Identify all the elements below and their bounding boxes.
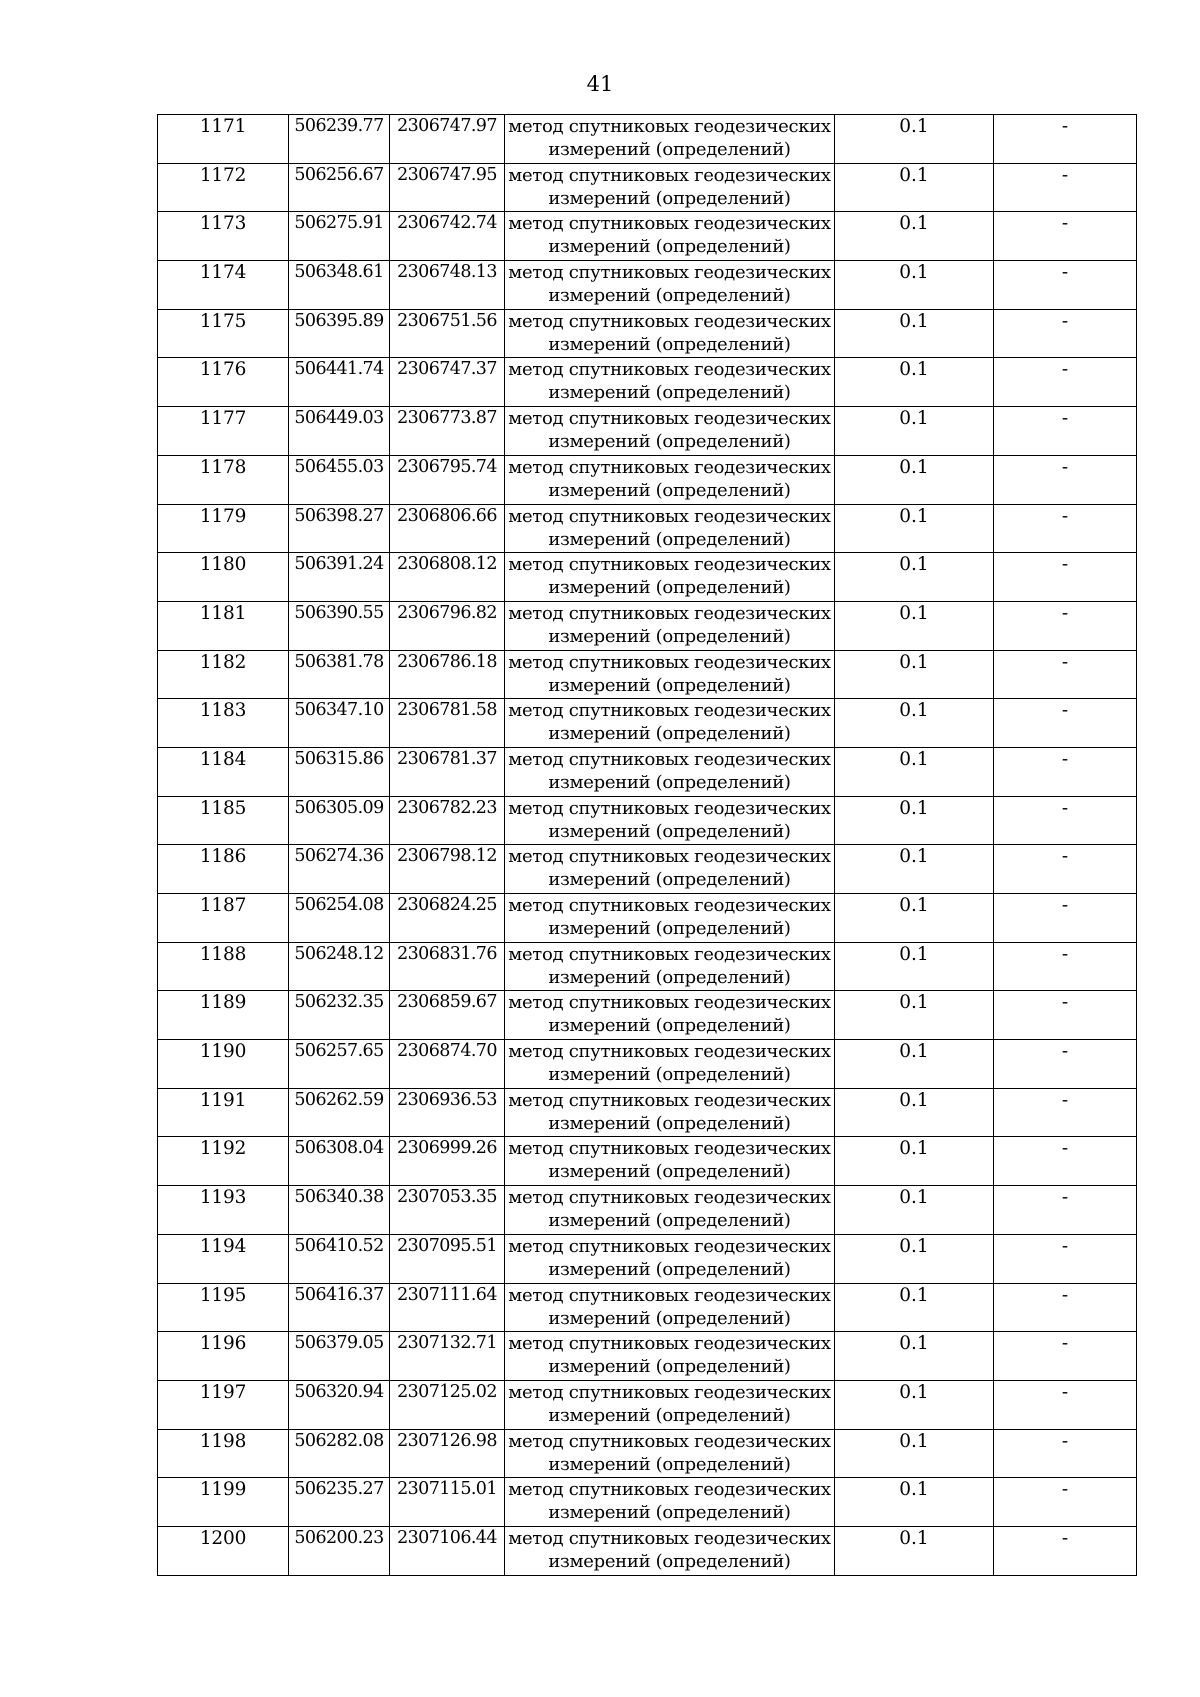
note-value: - xyxy=(994,1526,1137,1575)
accuracy-value: 0.1 xyxy=(835,845,994,894)
point-number: 1199 xyxy=(158,1478,289,1527)
method-cell xyxy=(505,553,835,602)
coordinate-x: 506282.08 xyxy=(289,1429,390,1478)
note-value: - xyxy=(994,942,1137,991)
note-value: - xyxy=(994,1137,1137,1186)
note-value: - xyxy=(994,212,1137,261)
point-number: 1183 xyxy=(158,699,289,748)
accuracy-value: 0.1 xyxy=(835,504,994,553)
method-cell xyxy=(505,1478,835,1527)
method-line-2: измерений (определений) xyxy=(548,187,791,209)
method-cell xyxy=(505,601,835,650)
coordinate-y: 2307095.51 xyxy=(390,1234,505,1283)
method-cell xyxy=(505,650,835,699)
point-number: 1192 xyxy=(158,1137,289,1186)
coordinate-x: 506232.35 xyxy=(289,991,390,1040)
point-number: 1194 xyxy=(158,1234,289,1283)
point-number: 1173 xyxy=(158,212,289,261)
table-row xyxy=(158,261,1137,310)
accuracy-value: 0.1 xyxy=(835,163,994,212)
coordinate-y: 2306999.26 xyxy=(390,1137,505,1186)
table-row xyxy=(158,894,1137,943)
point-number: 1190 xyxy=(158,1040,289,1089)
method-line-1: метод спутниковых геодезических xyxy=(508,213,831,235)
method-line-1: метод спутниковых геодезических xyxy=(508,408,831,430)
method-line-2: измерений (определений) xyxy=(548,820,791,842)
coordinate-y: 2306748.13 xyxy=(390,261,505,310)
coordinate-x: 506381.78 xyxy=(289,650,390,699)
point-number: 1178 xyxy=(158,455,289,504)
accuracy-value: 0.1 xyxy=(835,553,994,602)
coordinate-x: 506254.08 xyxy=(289,894,390,943)
method-line-2: измерений (определений) xyxy=(548,1550,791,1572)
method-line-2: измерений (определений) xyxy=(548,674,791,696)
method-line-2: измерений (определений) xyxy=(548,431,791,453)
accuracy-value: 0.1 xyxy=(835,1380,994,1429)
point-number: 1175 xyxy=(158,309,289,358)
note-value: - xyxy=(994,1478,1137,1527)
method-line-2: измерений (определений) xyxy=(548,382,791,404)
coordinate-y: 2307125.02 xyxy=(390,1380,505,1429)
method-line-2: измерений (определений) xyxy=(548,1015,791,1037)
table-row xyxy=(158,1332,1137,1381)
coordinate-y: 2307115.01 xyxy=(390,1478,505,1527)
method-line-1: метод спутниковых геодезических xyxy=(508,895,831,916)
coordinate-x: 506239.77 xyxy=(289,115,390,164)
method-line-1: метод спутниковых геодезических xyxy=(508,164,831,186)
table-row xyxy=(158,212,1137,261)
coordinate-x: 506320.94 xyxy=(289,1380,390,1429)
method-cell xyxy=(505,1380,835,1429)
point-number: 1186 xyxy=(158,845,289,894)
coordinate-y: 2306798.12 xyxy=(390,845,505,894)
table-row xyxy=(158,1137,1137,1186)
point-number: 1195 xyxy=(158,1283,289,1332)
table-row xyxy=(158,163,1137,212)
coordinate-x: 506256.67 xyxy=(289,163,390,212)
method-cell xyxy=(505,212,835,261)
coordinate-x: 506391.24 xyxy=(289,553,390,602)
coordinate-x: 506248.12 xyxy=(289,942,390,991)
method-line-2: измерений (определений) xyxy=(548,285,791,307)
method-cell xyxy=(505,504,835,553)
accuracy-value: 0.1 xyxy=(835,261,994,310)
point-number: 1177 xyxy=(158,407,289,456)
method-line-1: метод спутниковых геодезических xyxy=(508,992,831,1014)
coordinate-x: 506348.61 xyxy=(289,261,390,310)
accuracy-value: 0.1 xyxy=(835,650,994,699)
accuracy-value: 0.1 xyxy=(835,1429,994,1478)
coordinate-x: 506398.27 xyxy=(289,504,390,553)
method-line-2: измерений (определений) xyxy=(548,1112,791,1134)
coordinate-x: 506200.23 xyxy=(289,1526,390,1575)
coordinate-x: 506340.38 xyxy=(289,1186,390,1235)
method-line-2: измерений (определений) xyxy=(548,918,791,939)
coordinate-x: 506305.09 xyxy=(289,796,390,845)
note-value: - xyxy=(994,1283,1137,1332)
note-value: - xyxy=(994,1380,1137,1429)
note-value: - xyxy=(994,747,1137,796)
method-cell xyxy=(505,1137,835,1186)
table-row xyxy=(158,455,1137,504)
coordinate-x: 506379.05 xyxy=(289,1332,390,1381)
table-row xyxy=(158,407,1137,456)
method-cell xyxy=(505,455,835,504)
method-line-2: измерений (определений) xyxy=(548,1502,791,1524)
table-row xyxy=(158,747,1137,796)
point-number: 1198 xyxy=(158,1429,289,1478)
method-cell xyxy=(505,1234,835,1283)
method-line-1: метод спутниковых геодезических xyxy=(508,456,831,478)
method-line-1: метод спутниковых геодезических xyxy=(508,797,831,819)
page-number: 41 xyxy=(586,72,614,96)
method-cell xyxy=(505,1526,835,1575)
table-row xyxy=(158,115,1137,164)
accuracy-value: 0.1 xyxy=(835,1137,994,1186)
point-number: 1172 xyxy=(158,163,289,212)
note-value: - xyxy=(994,601,1137,650)
coordinate-x: 506347.10 xyxy=(289,699,390,748)
coordinate-y: 2306936.53 xyxy=(390,1088,505,1137)
table-row xyxy=(158,1088,1137,1137)
point-number: 1176 xyxy=(158,358,289,407)
point-number: 1189 xyxy=(158,991,289,1040)
note-value: - xyxy=(994,1429,1137,1478)
coordinate-y: 2307053.35 xyxy=(390,1186,505,1235)
table-row xyxy=(158,1380,1137,1429)
method-line-1: метод спутниковых геодезических xyxy=(508,748,831,770)
coordinate-y: 2306806.66 xyxy=(390,504,505,553)
method-line-1: метод спутниковых геодезических xyxy=(508,1089,831,1111)
coordinate-x: 506441.74 xyxy=(289,358,390,407)
coordinate-x: 506410.52 xyxy=(289,1234,390,1283)
method-line-2: измерений (определений) xyxy=(548,1404,791,1426)
table-row xyxy=(158,1040,1137,1089)
note-value: - xyxy=(994,650,1137,699)
accuracy-value: 0.1 xyxy=(835,747,994,796)
method-line-2: измерений (определений) xyxy=(548,1453,791,1475)
note-value: - xyxy=(994,796,1137,845)
coordinate-x: 506235.27 xyxy=(289,1478,390,1527)
method-line-1: метод спутниковых геодезических xyxy=(508,1235,831,1257)
note-value: - xyxy=(994,309,1137,358)
table-row xyxy=(158,699,1137,748)
point-number: 1197 xyxy=(158,1380,289,1429)
method-cell xyxy=(505,163,835,212)
table-row xyxy=(158,1186,1137,1235)
coordinate-y: 2306751.56 xyxy=(390,309,505,358)
method-cell xyxy=(505,747,835,796)
point-number: 1174 xyxy=(158,261,289,310)
note-value: - xyxy=(994,261,1137,310)
coordinate-y: 2306824.25 xyxy=(390,894,505,943)
method-cell xyxy=(505,894,835,943)
method-line-1: метод спутниковых геодезических xyxy=(508,1187,831,1209)
accuracy-value: 0.1 xyxy=(835,601,994,650)
method-line-1: метод спутниковых геодезических xyxy=(508,943,831,965)
note-value: - xyxy=(994,1186,1137,1235)
method-line-1: метод спутниковых геодезических xyxy=(508,310,831,332)
method-cell xyxy=(505,261,835,310)
point-number: 1180 xyxy=(158,553,289,602)
coordinate-y: 2306781.58 xyxy=(390,699,505,748)
method-line-2: измерений (определений) xyxy=(548,528,791,550)
method-line-2: измерений (определений) xyxy=(548,333,791,355)
table-row xyxy=(158,1526,1137,1575)
method-line-1: метод спутниковых геодезических xyxy=(508,1527,831,1549)
coordinate-x: 506449.03 xyxy=(289,407,390,456)
point-number: 1196 xyxy=(158,1332,289,1381)
coordinate-y: 2306796.82 xyxy=(390,601,505,650)
coordinate-y: 2306747.37 xyxy=(390,358,505,407)
method-line-2: измерений (определений) xyxy=(548,1210,791,1232)
method-cell xyxy=(505,309,835,358)
table-row xyxy=(158,796,1137,845)
point-number: 1171 xyxy=(158,115,289,164)
coordinate-y: 2306795.74 xyxy=(390,455,505,504)
table-row xyxy=(158,553,1137,602)
method-cell xyxy=(505,407,835,456)
method-line-2: измерений (определений) xyxy=(548,869,791,891)
note-value: - xyxy=(994,1332,1137,1381)
coordinate-y: 2306831.76 xyxy=(390,942,505,991)
coordinate-x: 506315.86 xyxy=(289,747,390,796)
method-cell xyxy=(505,1040,835,1089)
accuracy-value: 0.1 xyxy=(835,1186,994,1235)
method-line-1: метод спутниковых геодезических xyxy=(508,1381,831,1403)
table-row xyxy=(158,358,1137,407)
method-cell xyxy=(505,1186,835,1235)
point-number: 1182 xyxy=(158,650,289,699)
coordinate-y: 2306874.70 xyxy=(390,1040,505,1089)
method-cell xyxy=(505,358,835,407)
method-line-1: метод спутниковых геодезических xyxy=(508,262,831,284)
method-line-1: метод спутниковых геодезических xyxy=(508,1430,831,1452)
method-cell xyxy=(505,1088,835,1137)
coordinate-y: 2306808.12 xyxy=(390,553,505,602)
coordinate-y: 2306742.74 xyxy=(390,212,505,261)
method-cell xyxy=(505,942,835,991)
coordinate-y: 2307132.71 xyxy=(390,1332,505,1381)
coordinate-y: 2306747.97 xyxy=(390,115,505,164)
coordinate-x: 506308.04 xyxy=(289,1137,390,1186)
method-cell xyxy=(505,699,835,748)
method-line-2: измерений (определений) xyxy=(548,1258,791,1280)
method-line-2: измерений (определений) xyxy=(548,771,791,793)
point-number: 1187 xyxy=(158,894,289,943)
accuracy-value: 0.1 xyxy=(835,309,994,358)
point-number: 1193 xyxy=(158,1186,289,1235)
coordinate-x: 506275.91 xyxy=(289,212,390,261)
method-line-2: измерений (определений) xyxy=(548,1064,791,1086)
note-value: - xyxy=(994,115,1137,164)
coordinate-y: 2306782.23 xyxy=(390,796,505,845)
coordinate-x: 506262.59 xyxy=(289,1088,390,1137)
method-line-1: метод спутниковых геодезических xyxy=(508,1041,831,1063)
accuracy-value: 0.1 xyxy=(835,699,994,748)
note-value: - xyxy=(994,991,1137,1040)
method-cell xyxy=(505,1283,835,1332)
coordinate-x: 506390.55 xyxy=(289,601,390,650)
method-line-1: метод спутниковых геодезических xyxy=(508,359,831,381)
accuracy-value: 0.1 xyxy=(835,1478,994,1527)
method-line-1: метод спутниковых геодезических xyxy=(508,1333,831,1355)
accuracy-value: 0.1 xyxy=(835,1526,994,1575)
accuracy-value: 0.1 xyxy=(835,407,994,456)
method-line-1: метод спутниковых геодезических xyxy=(508,116,831,137)
coordinate-x: 506257.65 xyxy=(289,1040,390,1089)
method-line-1: метод спутниковых геодезических xyxy=(508,846,831,868)
coordinate-y: 2307126.98 xyxy=(390,1429,505,1478)
point-number: 1191 xyxy=(158,1088,289,1137)
point-number: 1200 xyxy=(158,1526,289,1575)
method-line-2: измерений (определений) xyxy=(548,236,791,258)
note-value: - xyxy=(994,1088,1137,1137)
accuracy-value: 0.1 xyxy=(835,1088,994,1137)
method-line-1: метод спутниковых геодезических xyxy=(508,554,831,576)
note-value: - xyxy=(994,553,1137,602)
accuracy-value: 0.1 xyxy=(835,796,994,845)
method-line-2: измерений (определений) xyxy=(548,577,791,599)
method-cell xyxy=(505,115,835,164)
note-value: - xyxy=(994,504,1137,553)
note-value: - xyxy=(994,845,1137,894)
coordinate-y: 2306859.67 xyxy=(390,991,505,1040)
method-line-1: метод спутниковых геодезических xyxy=(508,505,831,527)
method-line-2: измерений (определений) xyxy=(548,966,791,988)
table-row xyxy=(158,1234,1137,1283)
coordinate-y: 2306781.37 xyxy=(390,747,505,796)
coordinate-x: 506395.89 xyxy=(289,309,390,358)
accuracy-value: 0.1 xyxy=(835,455,994,504)
point-number: 1188 xyxy=(158,942,289,991)
point-number: 1184 xyxy=(158,747,289,796)
coordinate-y: 2306786.18 xyxy=(390,650,505,699)
coordinate-y: 2307111.64 xyxy=(390,1283,505,1332)
table-row xyxy=(158,309,1137,358)
coordinates-table xyxy=(157,114,1137,1576)
note-value: - xyxy=(994,894,1137,943)
table-row xyxy=(158,1429,1137,1478)
point-number: 1185 xyxy=(158,796,289,845)
table-row xyxy=(158,1283,1137,1332)
accuracy-value: 0.1 xyxy=(835,991,994,1040)
accuracy-value: 0.1 xyxy=(835,1234,994,1283)
method-line-2: измерений (определений) xyxy=(548,1161,791,1183)
method-line-2: измерений (определений) xyxy=(548,139,791,160)
note-value: - xyxy=(994,163,1137,212)
coordinate-y: 2307106.44 xyxy=(390,1526,505,1575)
table-row xyxy=(158,1478,1137,1527)
method-cell xyxy=(505,991,835,1040)
coordinate-x: 506455.03 xyxy=(289,455,390,504)
note-value: - xyxy=(994,358,1137,407)
method-line-1: метод спутниковых геодезических xyxy=(508,651,831,673)
accuracy-value: 0.1 xyxy=(835,358,994,407)
coordinate-y: 2306773.87 xyxy=(390,407,505,456)
note-value: - xyxy=(994,1234,1137,1283)
point-number: 1179 xyxy=(158,504,289,553)
method-line-1: метод спутниковых геодезических xyxy=(508,700,831,722)
method-line-1: метод спутниковых геодезических xyxy=(508,1284,831,1306)
method-line-2: измерений (определений) xyxy=(548,1307,791,1329)
accuracy-value: 0.1 xyxy=(835,115,994,164)
accuracy-value: 0.1 xyxy=(835,212,994,261)
table-row xyxy=(158,991,1137,1040)
note-value: - xyxy=(994,407,1137,456)
method-line-2: измерений (определений) xyxy=(548,625,791,647)
method-line-1: метод спутниковых геодезических xyxy=(508,1479,831,1501)
method-cell xyxy=(505,1332,835,1381)
coordinate-y: 2306747.95 xyxy=(390,163,505,212)
table-row xyxy=(158,601,1137,650)
accuracy-value: 0.1 xyxy=(835,1283,994,1332)
method-cell xyxy=(505,845,835,894)
note-value: - xyxy=(994,699,1137,748)
accuracy-value: 0.1 xyxy=(835,942,994,991)
accuracy-value: 0.1 xyxy=(835,1332,994,1381)
method-line-1: метод спутниковых геодезических xyxy=(508,1138,831,1160)
table-row xyxy=(158,504,1137,553)
method-line-1: метод спутниковых геодезических xyxy=(508,602,831,624)
table-row xyxy=(158,650,1137,699)
note-value: - xyxy=(994,455,1137,504)
coordinate-x: 506416.37 xyxy=(289,1283,390,1332)
coordinates-table-body xyxy=(158,115,1137,1576)
accuracy-value: 0.1 xyxy=(835,1040,994,1089)
method-line-2: измерений (определений) xyxy=(548,1356,791,1378)
table-row xyxy=(158,942,1137,991)
method-line-2: измерений (определений) xyxy=(548,479,791,501)
coordinate-x: 506274.36 xyxy=(289,845,390,894)
method-cell xyxy=(505,1429,835,1478)
note-value: - xyxy=(994,1040,1137,1089)
method-cell xyxy=(505,796,835,845)
point-number: 1181 xyxy=(158,601,289,650)
table-row xyxy=(158,845,1137,894)
accuracy-value: 0.1 xyxy=(835,894,994,943)
method-line-2: измерений (определений) xyxy=(548,723,791,745)
